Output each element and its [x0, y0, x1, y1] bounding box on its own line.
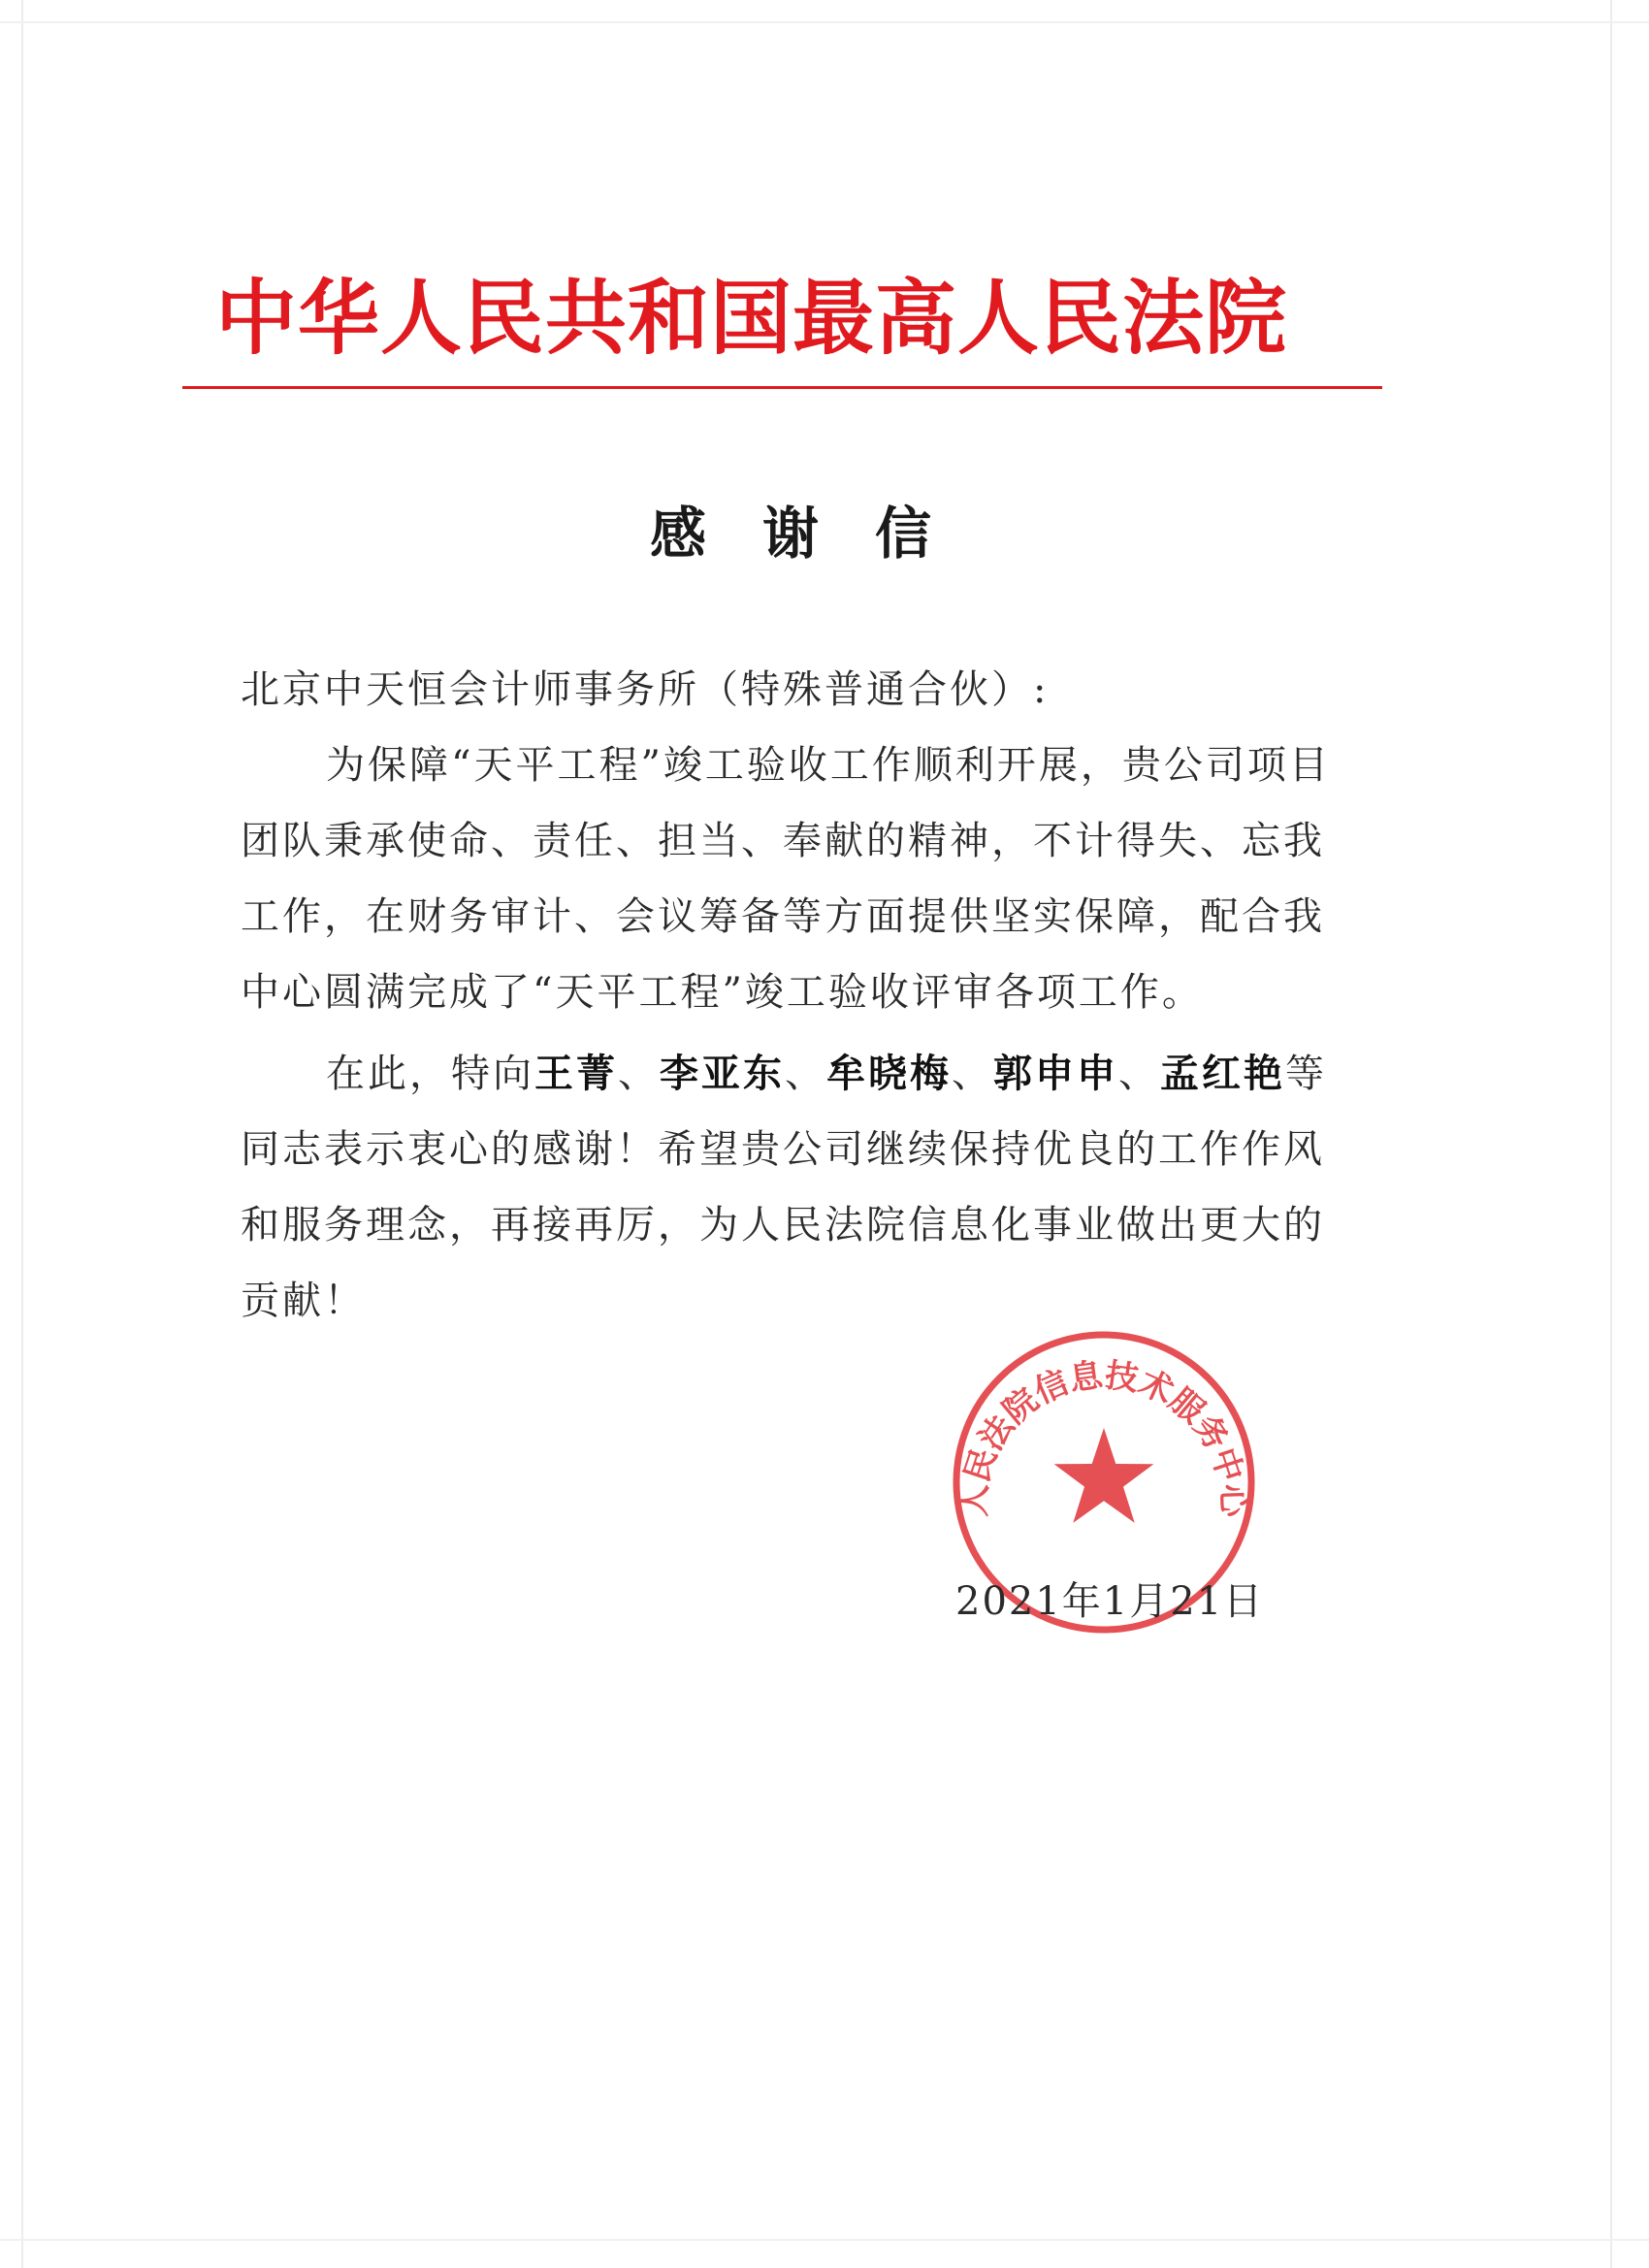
letter-date: 2021年1月21日 [955, 1579, 1265, 1624]
scan-edge [21, 0, 23, 2268]
salutation: 北京中天恒会计师事务所（特殊普通合伙）: [241, 667, 1050, 712]
name-separator: 、 [785, 1052, 826, 1096]
scan-edge [0, 21, 1649, 23]
letter-title: 感谢信 [650, 501, 988, 567]
honoree-name: 王菁 [534, 1051, 618, 1096]
name-separator: 、 [618, 1052, 660, 1096]
letterhead-rule [182, 386, 1382, 389]
red-star-icon [1054, 1428, 1154, 1523]
honoree-name: 孟红艳 [1160, 1051, 1285, 1096]
body-paragraph-2 [241, 1036, 1366, 1339]
paragraph-lead: 在此，特向 [326, 1052, 534, 1096]
name-separator: 、 [1118, 1052, 1160, 1096]
body-paragraph-1: 为保障“天平工程”竣工验收工作顺利开展，贵公司项目团队秉承使命、责任、担当、奉献的精神，不计得失、忘我工作，在财务审计、会议筹备等方面提供坚实保障，配合我中心圆满完成了“天平工程”竣工验收评审各项工作。 [241, 743, 1331, 1015]
scan-edge [0, 2239, 1649, 2241]
scan-edge [1610, 0, 1612, 2268]
seal-text: 人民法院信息技术服务中心 [954, 1355, 1253, 1518]
letterhead-title: 中华人民共和国最高人民法院 [215, 270, 1288, 366]
honoree-name: 牟晓梅 [826, 1051, 952, 1096]
honoree-name: 李亚东 [660, 1051, 785, 1096]
honoree-name: 郭申申 [993, 1051, 1118, 1096]
paragraph-rest: 等同志表示衷心的感谢！希望贵公司继续保持优良的工作作风和服务理念，再接再厉，为人民法院信息化事业做出更大的贡献！ [241, 1052, 1327, 1323]
name-separator: 、 [952, 1052, 993, 1096]
